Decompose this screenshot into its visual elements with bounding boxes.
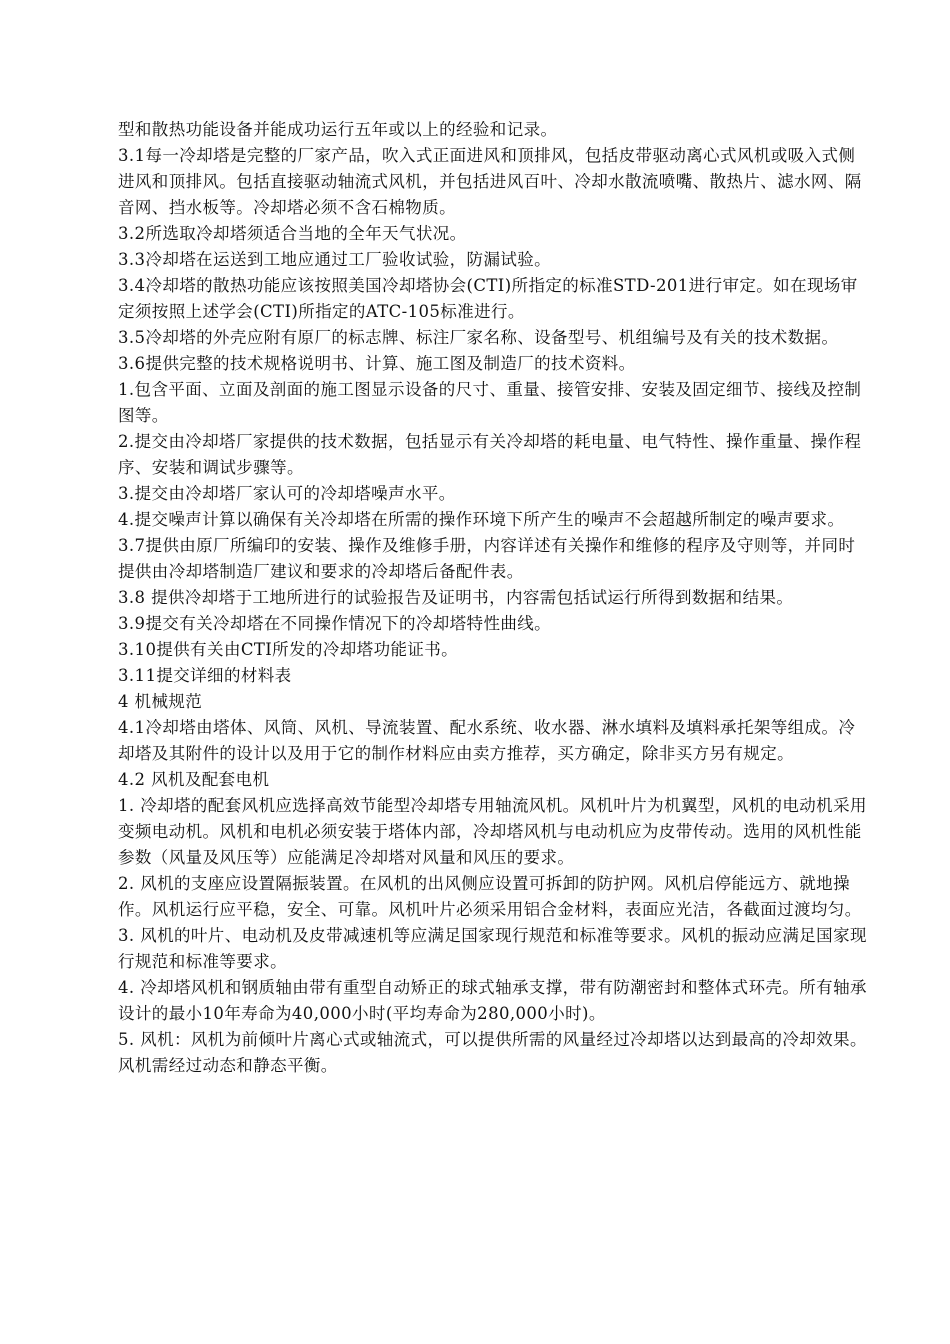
paragraph-3-10: 3.10提供有关由CTI所发的冷却塔功能证书。 xyxy=(118,640,459,659)
paragraph-3-4: 3.4冷却塔的散热功能应该按照美国冷却塔协会(CTI)所指定的标准STD-201进行审定。如在现场审定须按照上述学会(CTI)所指定的ATC-105标准进行。 xyxy=(118,276,858,321)
paragraph-3-6-item-4: 4.提交噪声计算以确保有关冷却塔在所需的操作环境下所产生的噪声不会超越所制定的噪声要求。 xyxy=(118,510,845,529)
paragraph-intro-continuation: 型和散热功能设备并能成功运行五年或以上的经验和记录。 xyxy=(118,120,558,139)
paragraph-3-6-item-1: 1.包含平面、立面及剖面的施工图显示设备的尺寸、重量、接管安排、安装及固定细节、接线及控制图等。 xyxy=(118,380,862,425)
paragraph-3-5: 3.5冷却塔的外壳应附有原厂的标志牌、标注厂家名称、设备型号、机组编号及有关的技术数据。 xyxy=(118,328,839,347)
subsection-heading-4-2: 4.2 风机及配套电机 xyxy=(118,770,270,789)
paragraph-3-3: 3.3冷却塔在运送到工地应通过工厂验收试验，防漏试验。 xyxy=(118,250,552,269)
paragraph-3-7: 3.7提供由原厂所编印的安装、操作及维修手册，内容详述有关操作和维修的程序及守则等，并同时提供由冷却塔制造厂建议和要求的冷却塔后备配件表。 xyxy=(118,536,856,581)
section-heading-4: 4 机械规范 xyxy=(118,692,203,711)
paragraph-3-6-item-3: 3.提交由冷却塔厂家认可的冷却塔噪声水平。 xyxy=(118,484,456,503)
paragraph-3-1: 3.1每一冷却塔是完整的厂家产品，吹入式正面进风和顶排风，包括皮带驱动离心式风机或吸入式侧进风和顶排风。包括直接驱动轴流式风机，并包括进风百叶、冷却水散流喷嘴、散热片、滤水网、隔音网、挡水板等。冷却塔必须不含石棉物质。 xyxy=(118,146,862,217)
paragraph-4-2-item-4: 4. 冷却塔风机和钢质轴由带有重型自动矫正的球式轴承支撑，带有防潮密封和整体式环壳。所有轴承设计的最小10年寿命为40,000小时(平均寿命为280,000小时)。 xyxy=(118,978,867,1023)
paragraph-4-2-item-1: 1. 冷却塔的配套风机应选择高效节能型冷却塔专用轴流风机。风机叶片为机翼型，风机的电动机采用变频电动机。风机和电机必须安装于塔体内部，冷却塔风机与电动机应为皮带传动。选用的风机性能参数（风量及风压等）应能满足冷却塔对风量和风压的要求。 xyxy=(118,796,867,867)
document-body xyxy=(118,117,868,1079)
paragraph-4-2-item-3: 3. 风机的叶片、电动机及皮带减速机等应满足国家现行规范和标准等要求。风机的振动应满足国家现行规范和标准等要求。 xyxy=(118,926,867,971)
paragraph-4-2-item-5: 5. 风机：风机为前倾叶片离心式或轴流式，可以提供所需的风量经过冷却塔以达到最高的冷却效果。风机需经过动态和静态平衡。 xyxy=(118,1030,867,1075)
paragraph-3-9: 3.9提交有关冷却塔在不同操作情况下的冷却塔特性曲线。 xyxy=(118,614,552,633)
paragraph-3-6: 3.6提供完整的技术规格说明书、计算、施工图及制造厂的技术资料。 xyxy=(118,354,636,373)
paragraph-3-8: 3.8 提供冷却塔于工地所进行的试验报告及证明书，内容需包括试运行所得到数据和结果。 xyxy=(118,588,794,607)
paragraph-4-2-item-2: 2. 风机的支座应设置隔振装置。在风机的出风侧应设置可拆卸的防护网。风机启停能远方、就地操作。风机运行应平稳，安全、可靠。风机叶片必须采用铝合金材料，表面应光洁，各截面过渡均匀。 xyxy=(118,874,862,919)
paragraph-3-11: 3.11提交详细的材料表 xyxy=(118,666,292,685)
paragraph-4-1: 4.1冷却塔由塔体、风筒、风机、导流装置、配水系统、收水器、淋水填料及填料承托架等组成。冷却塔及其附件的设计以及用于它的制作材料应由卖方推荐，买方确定，除非买方另有规定。 xyxy=(118,718,856,763)
paragraph-3-2: 3.2所选取冷却塔须适合当地的全年天气状况。 xyxy=(118,224,467,243)
paragraph-3-6-item-2: 2.提交由冷却塔厂家提供的技术数据，包括显示有关冷却塔的耗电量、电气特性、操作重量、操作程序、安装和调试步骤等。 xyxy=(118,432,862,477)
